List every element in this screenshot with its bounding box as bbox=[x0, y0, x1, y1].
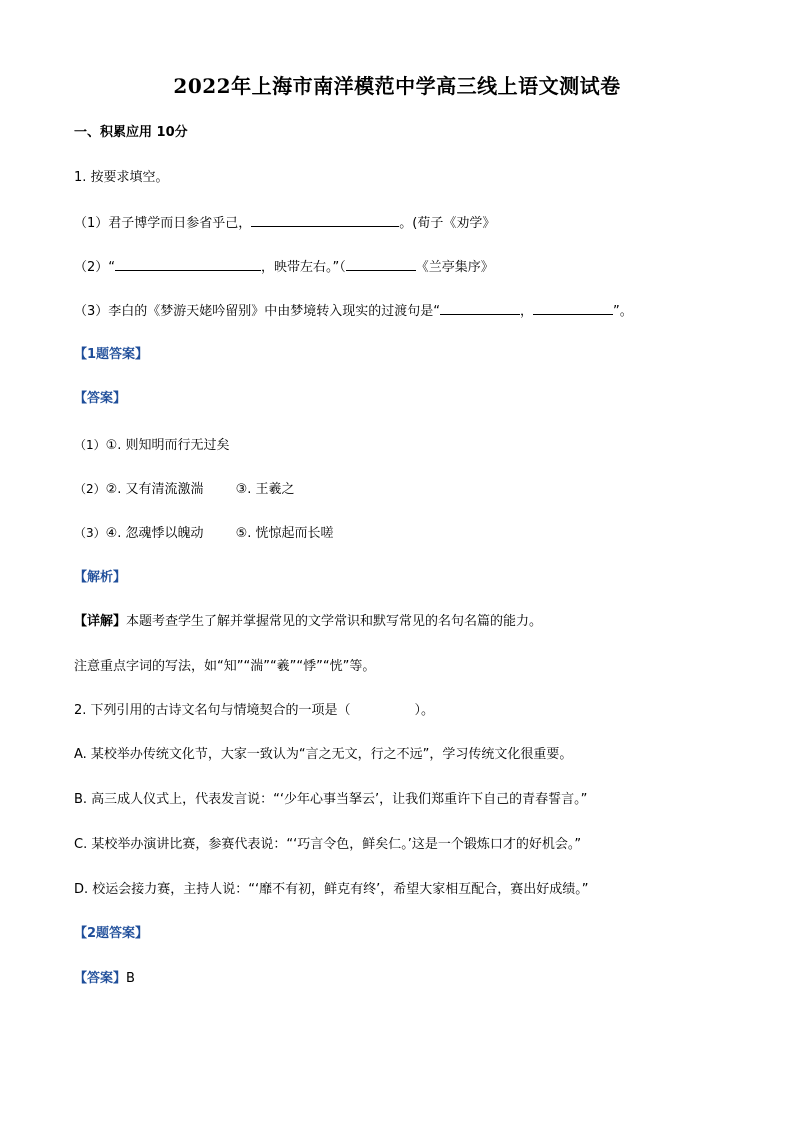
answer-text: ②. 又有清流激湍 bbox=[105, 482, 204, 497]
answer-blank bbox=[533, 301, 613, 315]
answer-text: ③. 王羲之 bbox=[235, 482, 295, 497]
answer-1-header: 【1题答案】 bbox=[74, 347, 149, 362]
q2-stem-text: 2. 下列引用的古诗文名句与情境契合的一项是（ bbox=[74, 703, 351, 718]
option-d: D. 校运会接力赛，主持人说：“‘靡不有初，鲜克有终’，希望大家相互配合，赛出好成绩。” bbox=[74, 882, 589, 897]
answer-2-header: 【2题答案】 bbox=[74, 926, 149, 941]
analysis-tag: 【解析】 bbox=[74, 570, 127, 585]
q1-line3-comma: ， bbox=[520, 304, 534, 319]
answer-2-line bbox=[74, 970, 135, 988]
q1-line1-text: （1）君子博学而日参省乎己， bbox=[74, 216, 252, 231]
answer-number: （1） bbox=[74, 438, 106, 452]
q1-line2-open: （2）“ bbox=[74, 260, 116, 275]
answer-blank bbox=[440, 301, 520, 315]
page-title: 2022年上海市南洋模范中学高三线上语文测试卷 bbox=[173, 74, 621, 98]
q1-line2-source: 《兰亭集序》 bbox=[415, 260, 494, 275]
detail-tag: 【详解】 bbox=[74, 614, 127, 629]
q1-line2-mid: ，映带左右。”（ bbox=[261, 260, 346, 275]
q1-line1-source: 。(荀子《劝学》 bbox=[399, 216, 496, 231]
answer-tag: 【答案】 bbox=[74, 391, 127, 406]
note-paragraph: 注意重点字词的写法，如“知”“湍”“羲”“悸”“恍”等。 bbox=[74, 659, 376, 674]
answer-blank bbox=[115, 257, 261, 271]
section-heading: 一、积累应用 10分 bbox=[74, 125, 188, 140]
q1-line3-text: （3）李白的《梦游天姥吟留别》中由梦境转入现实的过渡句是“ bbox=[74, 304, 441, 319]
q2-stem-close: ）。 bbox=[414, 703, 435, 718]
answer-blank bbox=[346, 257, 416, 271]
option-b: B. 高三成人仪式上，代表发言说：“‘少年心事当拏云’，让我们郑重许下自己的青春誓言。” bbox=[74, 792, 588, 807]
detail-text: 本题考查学生了解并掌握常见的文学常识和默写常见的名句名篇的能力。 bbox=[126, 614, 543, 629]
detail-paragraph bbox=[74, 613, 542, 631]
answer-text: ⑤. 恍惊起而长嗟 bbox=[235, 526, 334, 541]
question-1-item-1 bbox=[74, 213, 495, 233]
option-a: A. 某校举办传统文化节，大家一致认为“言之无文，行之不远”，学习传统文化很重要。 bbox=[74, 747, 573, 762]
answer-1-item-3 bbox=[74, 524, 333, 543]
question-1-stem: 1. 按要求填空。 bbox=[74, 170, 169, 185]
answer-number: （2） bbox=[74, 482, 106, 496]
answer-text: ④. 忽魂悸以魄动 bbox=[105, 526, 204, 541]
answer-1-item-1 bbox=[74, 436, 230, 455]
q1-line3-close: ”。 bbox=[613, 304, 633, 319]
answer-number: （3） bbox=[74, 526, 106, 540]
option-c: C. 某校举办演讲比赛，参赛代表说：“‘巧言令色，鲜矣仁。’这是一个锻炼口才的好机会。” bbox=[74, 837, 582, 852]
question-1-item-2 bbox=[74, 257, 494, 277]
answer-blank bbox=[251, 213, 399, 227]
question-1-item-3 bbox=[74, 301, 633, 321]
answer-1-item-2 bbox=[74, 480, 294, 499]
answer-text: ①. 则知明而行无过矣 bbox=[105, 438, 230, 453]
answer-tag: 【答案】 bbox=[74, 971, 127, 986]
question-2-stem bbox=[74, 702, 434, 720]
answer-value: B bbox=[126, 971, 135, 986]
